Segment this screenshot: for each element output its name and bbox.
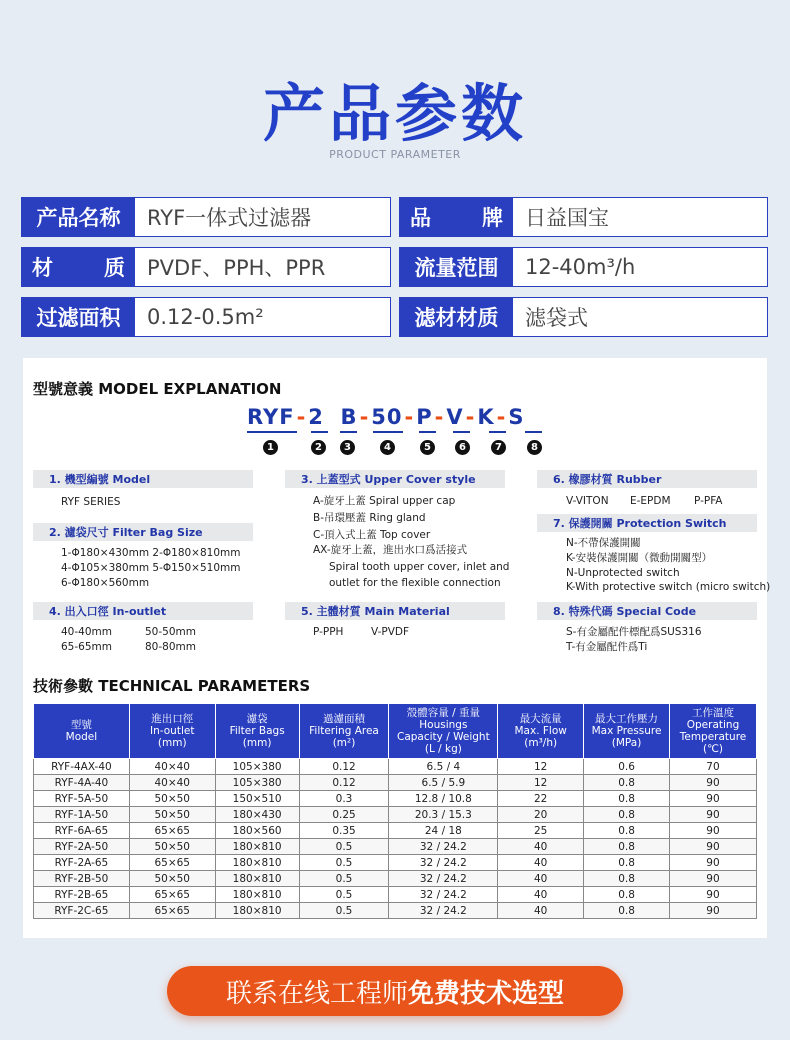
table-cell: 0.8 bbox=[584, 839, 670, 855]
param-flow-range bbox=[399, 247, 768, 287]
table-cell: 40×40 bbox=[129, 759, 215, 775]
code-part: P bbox=[416, 405, 433, 429]
table-cell: 65×65 bbox=[129, 823, 215, 839]
param-value: 12-40m³/h bbox=[525, 255, 636, 279]
table-cell: 0.8 bbox=[584, 823, 670, 839]
table-cell: 24 / 18 bbox=[389, 823, 498, 839]
table-cell: 0.35 bbox=[299, 823, 389, 839]
table-cell: 22 bbox=[498, 791, 584, 807]
param-label-char: 牌 bbox=[482, 206, 503, 230]
code-index-6: 6 bbox=[455, 440, 470, 455]
rubber-item: V-VITON bbox=[566, 495, 609, 507]
table-cell: 90 bbox=[669, 839, 756, 855]
upper-cover-item: C-頂入式上蓋 Top cover bbox=[313, 529, 431, 541]
param-label-char: 质 bbox=[104, 256, 125, 280]
protection-item: K-安裝保護開關（微動開關型） bbox=[566, 552, 713, 564]
table-cell: 0.25 bbox=[299, 807, 389, 823]
col-header-max-pressure: 最大工作壓力 Max Pressure (MPa) bbox=[584, 704, 670, 759]
table-cell: 0.8 bbox=[584, 791, 670, 807]
model-explanation-title: 型號意義 MODEL EXPLANATION bbox=[33, 380, 282, 398]
tag-upper-cover: 3. 上蓋型式 Upper Cover style bbox=[285, 470, 505, 488]
code-underline bbox=[525, 431, 542, 433]
page-title: 产品参数 bbox=[262, 77, 527, 150]
table-cell: RYF-5A-50 bbox=[34, 791, 130, 807]
table-cell: 180×810 bbox=[215, 903, 299, 919]
spec-panel bbox=[23, 358, 771, 938]
table-cell: RYF-4AX-40 bbox=[34, 759, 130, 775]
table-cell: 12 bbox=[498, 775, 584, 791]
table-cell: 180×810 bbox=[215, 871, 299, 887]
col-header-temperature: 工作溫度 Operating Temperature (℃) bbox=[669, 704, 756, 759]
table-cell: 65×65 bbox=[129, 887, 215, 903]
protection-item: N-Unprotected switch bbox=[566, 567, 680, 579]
rubber-item: E-EPDM bbox=[630, 495, 671, 507]
table-cell: 65×65 bbox=[129, 903, 215, 919]
param-value: 滤袋式 bbox=[525, 306, 588, 330]
table-cell: 25 bbox=[498, 823, 584, 839]
table-cell: 65×65 bbox=[129, 855, 215, 871]
rubber-item: P-PFA bbox=[694, 495, 723, 507]
table-cell: 40 bbox=[498, 855, 584, 871]
table-cell: 0.5 bbox=[299, 903, 389, 919]
param-label bbox=[22, 248, 135, 286]
table-cell: 6.5 / 5.9 bbox=[389, 775, 498, 791]
table-cell: 20.3 / 15.3 bbox=[389, 807, 498, 823]
param-label: 滤材材质 bbox=[400, 298, 513, 336]
code-index-5: 5 bbox=[420, 440, 435, 455]
table-cell: 0.5 bbox=[299, 871, 389, 887]
table-cell: 90 bbox=[669, 791, 756, 807]
table-row bbox=[34, 839, 757, 855]
bag-size-item: 6-Φ180×560mm bbox=[61, 577, 150, 589]
table-row bbox=[34, 871, 757, 887]
table-cell: 180×810 bbox=[215, 887, 299, 903]
code-part: S bbox=[508, 405, 525, 429]
table-cell: 0.5 bbox=[299, 839, 389, 855]
in-outlet-item: 40-40mm bbox=[61, 626, 112, 638]
table-cell: 0.5 bbox=[299, 855, 389, 871]
param-label bbox=[400, 198, 513, 236]
table-cell: 20 bbox=[498, 807, 584, 823]
table-cell: 105×380 bbox=[215, 775, 299, 791]
col-header-housings: 殼體容量 / 重量 Housings Capacity / Weight (L / kg) bbox=[389, 704, 498, 759]
table-cell: 32 / 24.2 bbox=[389, 871, 498, 887]
table-row bbox=[34, 855, 757, 871]
table-cell: 90 bbox=[669, 775, 756, 791]
page-subtitle: PRODUCT PARAMETER bbox=[329, 148, 461, 161]
in-outlet-item: 50-50mm bbox=[145, 626, 196, 638]
table-cell: 0.8 bbox=[584, 903, 670, 919]
table-cell: RYF-2A-50 bbox=[34, 839, 130, 855]
table-cell: 50×50 bbox=[129, 839, 215, 855]
main-material-item: V-PVDF bbox=[371, 626, 409, 638]
table-cell: RYF-2B-50 bbox=[34, 871, 130, 887]
table-cell: 32 / 24.2 bbox=[389, 839, 498, 855]
code-part: V bbox=[446, 405, 464, 429]
param-label-char: 材 bbox=[32, 256, 53, 280]
cta-text-bold: 免费技术选型 bbox=[408, 978, 565, 1009]
table-cell: 105×380 bbox=[215, 759, 299, 775]
bag-size-item: 4-Φ105×380mm 5-Φ150×510mm bbox=[61, 562, 241, 574]
contact-engineer-button[interactable] bbox=[167, 966, 623, 1016]
table-cell: 180×560 bbox=[215, 823, 299, 839]
tag-special-code: 8. 特殊代碼 Special Code bbox=[537, 602, 757, 620]
tag-in-outlet: 4. 出入口徑 In-outlet bbox=[33, 602, 253, 620]
table-cell: 0.12 bbox=[299, 759, 389, 775]
table-cell: RYF-2B-65 bbox=[34, 887, 130, 903]
table-cell: 0.8 bbox=[584, 871, 670, 887]
param-filter-area bbox=[21, 297, 391, 337]
table-header-row bbox=[34, 704, 757, 759]
param-label: 产品名称 bbox=[22, 198, 135, 236]
table-cell: 90 bbox=[669, 871, 756, 887]
tech-params-title: 技術參數 TECHNICAL PARAMETERS bbox=[33, 677, 311, 695]
tag-filter-bag-size: 2. 濾袋尺寸 Filter Bag Size bbox=[33, 523, 253, 541]
param-value: 0.12-0.5m² bbox=[147, 305, 264, 329]
table-row bbox=[34, 775, 757, 791]
param-value: RYF一体式过滤器 bbox=[147, 206, 312, 230]
table-row bbox=[34, 791, 757, 807]
table-cell: 50×50 bbox=[129, 871, 215, 887]
code-part: B bbox=[340, 405, 358, 429]
table-cell: 40 bbox=[498, 903, 584, 919]
col-header-model: 型號 Model bbox=[34, 704, 130, 759]
protection-item: N-不帶保護開關 bbox=[566, 537, 641, 549]
table-cell: 180×810 bbox=[215, 855, 299, 871]
upper-cover-item: outlet for the flexible connection bbox=[329, 577, 501, 589]
tag-rubber: 6. 橡膠材質 Rubber bbox=[537, 470, 757, 488]
param-value: 日益国宝 bbox=[525, 206, 609, 230]
code-underline bbox=[340, 431, 357, 433]
cta-text: 联系在线工程师 bbox=[225, 978, 408, 1009]
table-cell: 40 bbox=[498, 871, 584, 887]
param-filter-media bbox=[399, 297, 768, 337]
code-index-7: 7 bbox=[491, 440, 506, 455]
table-cell: 70 bbox=[669, 759, 756, 775]
table-cell: 40×40 bbox=[129, 775, 215, 791]
code-part: 2 bbox=[308, 405, 324, 429]
code-underline bbox=[247, 431, 297, 433]
table-cell: 32 / 24.2 bbox=[389, 903, 498, 919]
col-header-in-outlet: 進出口徑 In-outlet (mm) bbox=[129, 704, 215, 759]
table-cell: 0.3 bbox=[299, 791, 389, 807]
table-cell: 32 / 24.2 bbox=[389, 887, 498, 903]
table-cell: 180×810 bbox=[215, 839, 299, 855]
code-underline bbox=[453, 431, 470, 433]
col-header-filtering-area: 過濾面積 Filtering Area (m²) bbox=[299, 704, 389, 759]
special-code-item: T-有金屬配件爲Ti bbox=[566, 641, 648, 653]
upper-cover-item: B-吊環壓蓋 Ring gland bbox=[313, 512, 426, 524]
table-cell: 40 bbox=[498, 839, 584, 855]
tech-params-table bbox=[33, 703, 757, 919]
table-cell: 180×430 bbox=[215, 807, 299, 823]
code-index-4: 4 bbox=[380, 440, 395, 455]
tag-main-material: 5. 主體材質 Main Material bbox=[285, 602, 505, 620]
model-item: RYF SERIES bbox=[61, 496, 121, 508]
code-index-8: 8 bbox=[527, 440, 542, 455]
table-row bbox=[34, 823, 757, 839]
code-underline bbox=[419, 431, 436, 433]
param-value: PVDF、PPH、PPR bbox=[147, 256, 326, 280]
table-cell: 12.8 / 10.8 bbox=[389, 791, 498, 807]
upper-cover-item: A-旋牙上蓋 Spiral upper cap bbox=[313, 495, 456, 507]
param-label-char: 品 bbox=[410, 206, 431, 230]
table-cell: 0.8 bbox=[584, 887, 670, 903]
table-row bbox=[34, 887, 757, 903]
table-row bbox=[34, 903, 757, 919]
table-cell: RYF-1A-50 bbox=[34, 807, 130, 823]
table-cell: 12 bbox=[498, 759, 584, 775]
col-header-max-flow: 最大流量 Max. Flow (m³/h) bbox=[498, 704, 584, 759]
param-product-name bbox=[21, 197, 391, 237]
code-underline bbox=[489, 431, 506, 433]
table-cell: 0.8 bbox=[584, 775, 670, 791]
table-cell: 90 bbox=[669, 823, 756, 839]
code-underline bbox=[311, 431, 328, 433]
in-outlet-item: 65-65mm bbox=[61, 641, 112, 653]
model-code: RYF-2 B-50-P-V-K-S bbox=[247, 405, 525, 429]
table-cell: RYF-4A-40 bbox=[34, 775, 130, 791]
table-cell: 90 bbox=[669, 855, 756, 871]
table-cell: 90 bbox=[669, 807, 756, 823]
table-cell: 90 bbox=[669, 903, 756, 919]
code-part: 50 bbox=[371, 405, 403, 429]
table-cell: 50×50 bbox=[129, 791, 215, 807]
special-code-item: S-有金屬配件標配爲SUS316 bbox=[566, 626, 702, 638]
tag-model: 1. 機型編號 Model bbox=[33, 470, 253, 488]
upper-cover-item: Spiral tooth upper cover, inlet and bbox=[329, 561, 510, 573]
table-cell: 0.6 bbox=[584, 759, 670, 775]
bag-size-item: 1-Φ180×430mm 2-Φ180×810mm bbox=[61, 547, 241, 559]
in-outlet-item: 80-80mm bbox=[145, 641, 196, 653]
param-material bbox=[21, 247, 391, 287]
code-underline bbox=[373, 431, 403, 433]
table-cell: 90 bbox=[669, 887, 756, 903]
tag-protection-switch: 7. 保護開關 Protection Switch bbox=[537, 514, 757, 532]
table-cell: RYF-2A-65 bbox=[34, 855, 130, 871]
table-cell: RYF-6A-65 bbox=[34, 823, 130, 839]
table-cell: 6.5 / 4 bbox=[389, 759, 498, 775]
table-cell: 0.8 bbox=[584, 807, 670, 823]
table-cell: RYF-2C-65 bbox=[34, 903, 130, 919]
table-cell: 40 bbox=[498, 887, 584, 903]
code-part: K bbox=[477, 405, 495, 429]
table-cell: 0.8 bbox=[584, 855, 670, 871]
upper-cover-item: AX-旋牙上蓋，進出水口爲活接式 bbox=[313, 544, 468, 556]
table-row bbox=[34, 759, 757, 775]
table-cell: 0.5 bbox=[299, 887, 389, 903]
param-label: 流量范围 bbox=[400, 248, 513, 286]
table-cell: 0.12 bbox=[299, 775, 389, 791]
protection-item: K-With protective switch (micro switch) bbox=[566, 581, 771, 593]
col-header-filter-bags: 濾袋 Filter Bags (mm) bbox=[215, 704, 299, 759]
table-cell: 150×510 bbox=[215, 791, 299, 807]
main-material-item: P-PPH bbox=[313, 626, 344, 638]
code-index-2: 2 bbox=[311, 440, 326, 455]
param-brand bbox=[399, 197, 768, 237]
code-part: RYF bbox=[247, 405, 295, 429]
param-label: 过滤面积 bbox=[22, 298, 135, 336]
table-cell: 32 / 24.2 bbox=[389, 855, 498, 871]
table-cell: 50×50 bbox=[129, 807, 215, 823]
code-index-3: 3 bbox=[340, 440, 355, 455]
table-row bbox=[34, 807, 757, 823]
code-index-1: 1 bbox=[263, 440, 278, 455]
